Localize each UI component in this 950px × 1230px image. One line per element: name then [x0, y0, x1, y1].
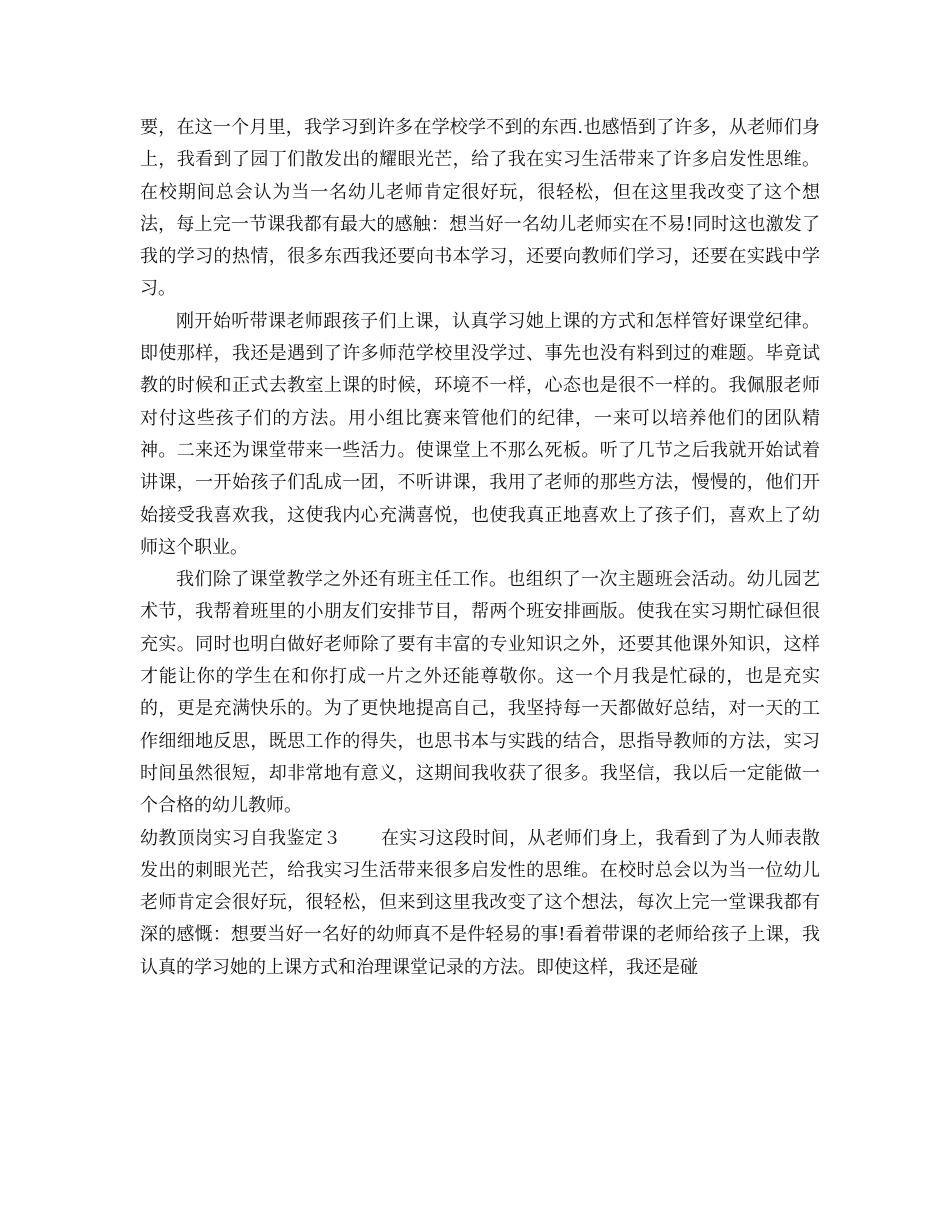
paragraph-3: 我们除了课堂教学之外还有班主任工作。也组织了一次主题班会活动。幼儿园艺术节，我帮着班里的小朋友们安排节目，帮两个班安排画版。使我在实习期忙碌但很充实。同时也明白做好老师除了要有丰富的专业知识之外，还要其他课外知识，这样才能让你的学生在和你打成一片之外还能尊敬你。这一个月我是忙碌的，也是充实的，更是充满快乐的。为了更快地提高自己，我坚持每一天都做好总结，对一天的工作细细地反思，既思工作的得失，也思书本与实践的结合，思指导教师的方法，实习时间虽然很短，却非常地有意义，这期间我收获了很多。我坚信，我以后一定能做一个合格的幼儿教师。: [140, 569, 820, 817]
section-title: 幼教顶岗实习自我鉴定３: [140, 827, 342, 849]
paragraph-2: 刚开始听带课老师跟孩子们上课，认真学习她上课的方式和怎样管好课堂纪律。即使那样，我还是遇到了许多师范学校里没学过、事先也没有料到过的难题。毕竟试教的时候和正式去教室上课的时候，环境不一样，心态也是很不一样的。我佩服老师对付这些孩子们的方法。用小组比赛来管他们的纪律，一来可以培养他们的团队精神。二来还为课堂带来一些活力。使课堂上不那么死板。听了几节之后我就开始试着讲课，一开始孩子们乱成一团，不听讲课，我用了老师的那些方法，慢慢的，他们开始接受我喜欢我，这使我内心充满喜悦，也使我真正地喜欢上了孩子们，喜欢上了幼师这个职业。: [140, 310, 820, 558]
section-paragraph: [140, 823, 820, 984]
document-body: [140, 112, 820, 984]
paragraph-1: 要，在这一个月里，我学习到许多在学校学不到的东西.也感悟到了许多，从老师们身上，我看到了园丁们散发出的耀眼光芒，给了我在实习生活带来了许多启发性思维。在校期间总会认为当一名幼儿老师肯定很好玩，很轻松，但在这里我改变了这个想法，每上完一节课我都有最大的感触：想当好一名幼儿老师实在不易!同时这也激发了我的学习的热情，很多东西我还要向书本学习，还要向教师们学习，还要在实践中学习。: [140, 117, 820, 300]
section-text: 在实习这段时间，从老师们身上，我看到了为人师表散发出的刺眼光芒，给我实习生活带来很多启发性的思维。在校时总会以为当一位幼儿老师肯定会很好玩，很轻松，但来到这里我改变了这个想法，每次上完一堂课我都有深的感慨：想要当好一名好的幼师真不是件轻易的事!看着带课的老师给孩子上课，我认真的学习她的上课方式和治理课堂记录的方法。即使这样，我还是碰: [140, 827, 821, 978]
